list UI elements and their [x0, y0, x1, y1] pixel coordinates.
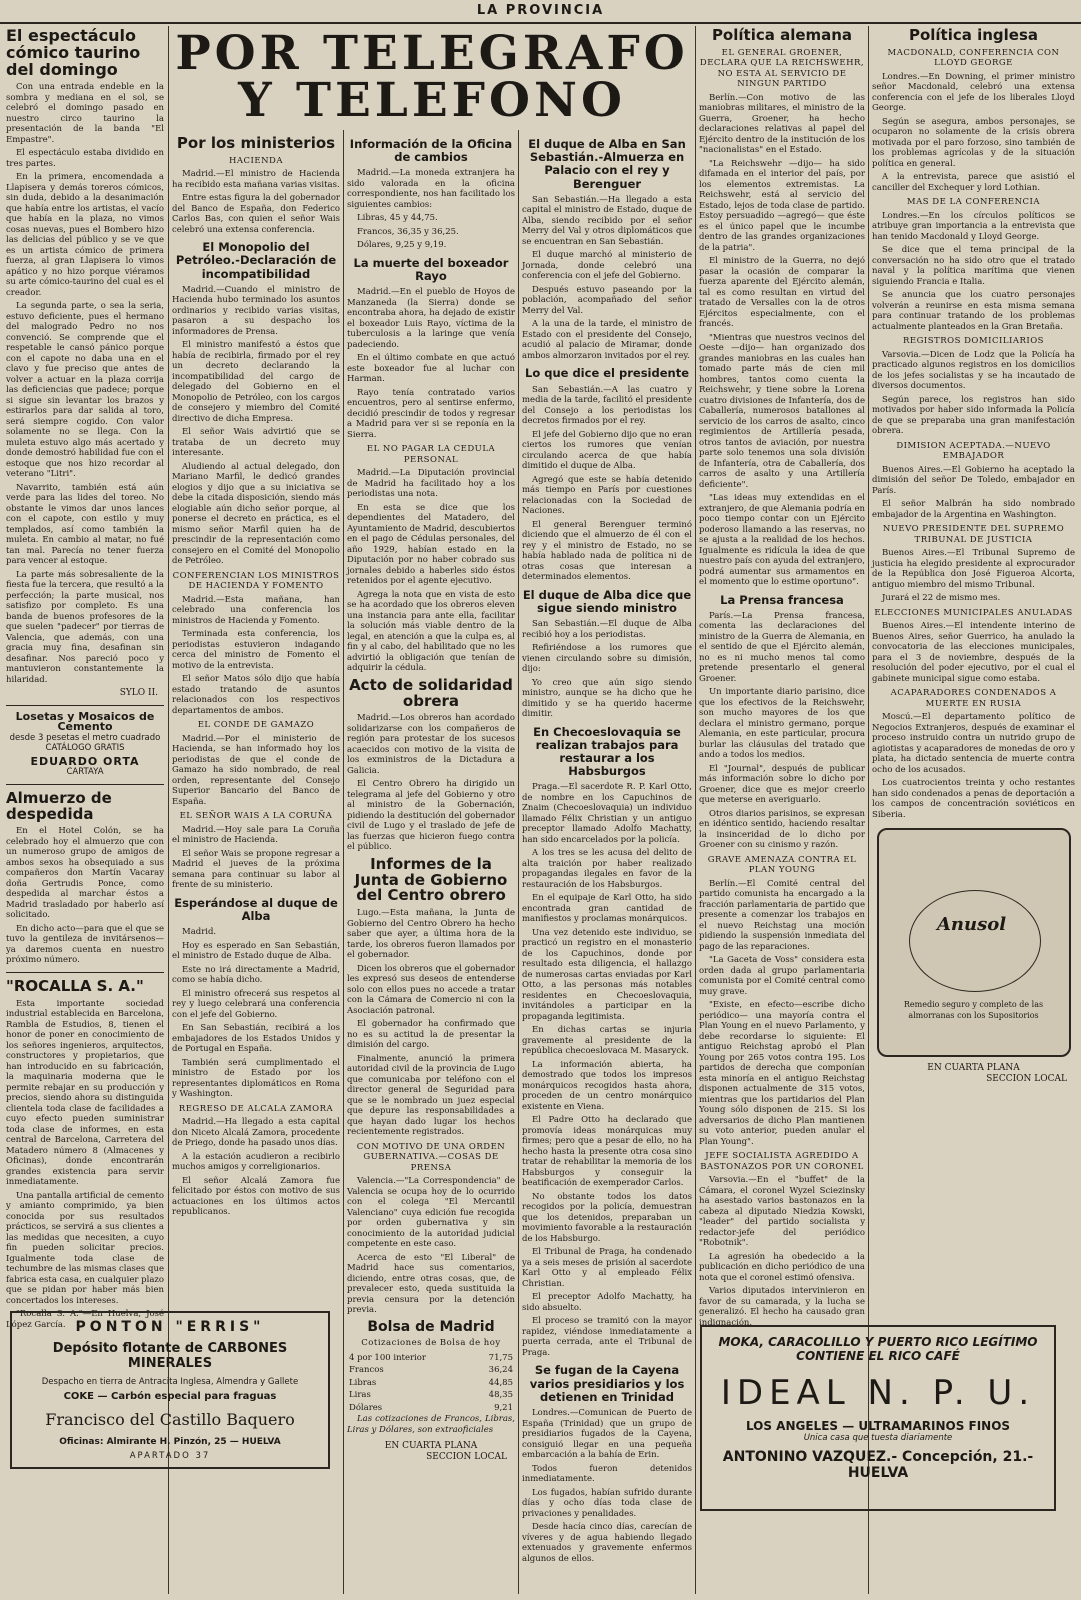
article-paragraph: En San Sebastián, recibirá a los embajadores de los Estados Unidos y de Portugal en España.	[172, 1023, 340, 1055]
article-paragraph: Buenos Aires.—El Gobierno ha aceptado la dimisión del señor De Toledo, embajador en París.	[872, 464, 1075, 496]
article-paragraph: Refiriéndose a los rumores que vienen circulando sobre su dimisión, dijo:	[522, 643, 692, 675]
ad-cafe-line-1: MOKA, CARACOLILLO Y PUERTO RICO LEGÍTIMO	[718, 1335, 1038, 1349]
subhead: JEFE SOCIALISTA AGREDIDO A BASTONAZOS POR UN CORONEL	[700, 1151, 864, 1172]
article-paragraph: Jurará el 22 de mismo mes.	[882, 593, 1001, 604]
ad-cafe-tagline: Unica casa que tuesta diariamente	[803, 1433, 953, 1443]
article-paragraph: Praga.—El sacerdote R. P. Karl Otto, de nombre en los Capuchinos de Znaim (Checoeslovaquia) un individuo llamado Félix Christian y un antiguo preceptor llamado Adolfo Machatty, han sido encarcelados por la policía.	[522, 782, 692, 845]
headline-espectaculo: El espectáculo cómico taurino del domingo	[6, 26, 141, 79]
subhead: Cotizaciones de Bolsa de hoy	[361, 1338, 501, 1349]
article-paragraph: "Las ideas muy extendidas en el extranjero, de que Alemania podría en poco tiempo contar con un Ejército poderoso llamando a las reservas, no se ajusta a la realidad de los hechos. Igualmente es ridícula la idea de que nuestro país con ayuda del extranjero, podrá aumentar sus armamentos en el momento que lo estime oportuno".	[699, 493, 865, 588]
ad-name: EDUARDO ORTA	[30, 754, 140, 768]
article-paragraph: En dicho acto—para que el que se tuvo la gentileza de invitársenos— ya daremos cuenta en nuestro próximo número.	[6, 923, 164, 966]
article-paragraph: Aludiendo al actual delegado, don Mariano Marfil, le dedicó grandes elogios y dijo que a su iniciativa se debe la citada disposición, siendo más elogiable aún dicho señor porque, al ponerse el decreto en práctica, es el mismo señor Marfil quien ha de prescindir de la representación como consejero en el Comité del Monopolio de Petróleo.	[172, 461, 340, 567]
article-paragraph: Esta importante sociedad industrial establecida en Barcelona, Rambla de Estudios, 8, tienen el honor de poner en conocimiento de los señores ingenieros, arquitectos, constructores y propietarios, que han introducido en su fabricación, la maquinaria moderna que le permite rebajar en su producción y precios, siendo ahora su distinguida clientela toda clase de facilidades a cuyo efecto pueden suministrar toda clase de informes, en esta central de Barcelona, Carretera del Matadero número 8 (Almacenes y Oficinas), donde encontrarán grandes existencia para servir inmediatamente.	[6, 998, 164, 1188]
headline-bolsa: Bolsa de Madrid	[367, 1318, 495, 1335]
subhead: MACDONALD, CONFERENCIA CON LLOYD GEORGE	[887, 47, 1060, 69]
headline-prensa-francesa: La Prensa francesa	[720, 592, 844, 607]
table-cell: 48,35	[488, 1390, 513, 1401]
table-row	[347, 1364, 515, 1377]
article-paragraph: En el último combate en que actuó este boxeador fue al luchar con Harman.	[347, 353, 515, 385]
article-paragraph: Madrid.—La moneda extranjera ha sido valorada en la oficina correspondiente, nos han facilitado los siguientes cambios:	[347, 168, 515, 210]
article-paragraph: Madrid.—La Diputación provincial de Madrid ha facilitado hoy a los periodistas una nota.	[347, 468, 515, 500]
headline-rayo: La muerte del boxeador Rayo	[353, 255, 509, 284]
subhead: GRAVE AMENAZA CONTRA EL PLAN YOUNG	[707, 854, 857, 876]
article-paragraph: El señor Wais advirtió que se trataba de un decreto muy interesante.	[172, 427, 340, 459]
article-paragraph: La agresión ha obedecido a la publicación en dicho periódico de una nota que el coronel estimó ofensiva.	[699, 1251, 865, 1283]
subhead: ELECCIONES MUNICIPALES ANULADAS	[874, 607, 1073, 618]
table-row	[347, 1402, 515, 1415]
subhead: CON MOTIVO DE UNA ORDEN GUBERNATIVA.—COSAS DE PRENSA	[356, 1141, 506, 1173]
article-paragraph: En la primera, encomendada a Llapisera y demás toreros cómicos, sin duda, debido a la desanimación que había entre los artistas, el vacío que había en la plaza, no vimos cosas nuevas, pues el Bombero hizo las delicias del público y se ve que es un artista cómico de primera fuerza, al gran Llapisera lo vimos apático y no hizo porque viéramos su arte cómico-taurino del cual es el creador.	[6, 172, 164, 298]
footer-cuarta-plana: EN CUARTA PLANA	[927, 1063, 1020, 1074]
headline-checoeslovaquia: En Checoeslovaquia se realizan trabajos para restaurar a los Habsburgos	[533, 724, 681, 779]
main-title-line-2: Y TELEFONO	[238, 73, 626, 128]
article-paragraph: El duque marchó al ministerio de Jornada, donde celebró una conferencia con el jefe del Gobierno.	[522, 250, 692, 282]
article-paragraph: El general Berenguer terminó diciendo que el almuerzo de él con el rey y el ministro de Estado, no se había hablado nada de política ni de otras cosas que interesan a determinados elementos.	[522, 519, 692, 583]
subhead: EL GENERAL GROENER, DECLARA QUE LA REICHSWEHR, NO ESTA AL SERVICIO DE NINGUN PARTIDO	[699, 47, 865, 90]
table-cell: 44,85	[488, 1377, 513, 1388]
table-row	[347, 1352, 515, 1365]
ad-subtitle: desde 3 pesetas el metro cuadrado	[9, 732, 161, 743]
article-paragraph: "Existe, en efecto—escribe dicho periódico— una mayoría contra el Plan Young en el nuevo Parlamento, y debe recordarse lo siguiente: El antiguo Reichstag aprobó el Plan Young por 265 votos contra 195. Los partidos de derecha que componían esta minoría en el antiguo Reichstag disponen actualmente de 315 votos, mientras que los partidarios del Plan Young sólo disponen de 215. Si los adversarios de dicho Plan mantienen su voto anterior, pueden anular el Plan Young".	[699, 1000, 865, 1147]
article-paragraph: Los cuatrocientos treinta y ocho restantes han sido condenados a penas de deportación a los campos de concentración soviéticos en Siberia.	[872, 778, 1075, 820]
article-paragraph: El señor Alcalá Zamora fue felicitado por éstos con motivo de sus actuaciones en los últimos actos republicanos.	[172, 1175, 340, 1218]
article-paragraph: Los fugados, habían sufrido durante días y ocho días toda clase de privaciones y penalidades.	[522, 1487, 692, 1519]
article-paragraph: A la entrevista, parece que asistió el canciller del Exchequer y lord Lothian.	[872, 172, 1075, 193]
article-paragraph: El Centro Obrero ha dirigido un telegrama al jefe del Gobierno y otro al ministro de la Gobernación, pidiendo la destitución del gobernador civil de Lugo y el traslado de jefe de las fuerzas que hicieron fuego contra el público.	[347, 779, 515, 853]
ad-anusol-oval	[909, 890, 1041, 992]
article-paragraph: Dicen los obreros que el gobernador les expresó sus deseos de entenderse solo con ellos pues no accede a tratar con la Cámara de Comercio ni con la Asociación patronal.	[347, 963, 515, 1016]
article-paragraph: Madrid.—Los obreros han acordado solidarizarse con los compañeros de región para protestar de los sucesos acaecidos con motivo de la visita de los exministros de la Dictadura a Galicia.	[347, 713, 515, 776]
main-title	[172, 26, 692, 128]
column-6	[872, 24, 1075, 1320]
footer-cuarta-plana: EN CUARTA PLANA	[384, 1441, 478, 1452]
article-paragraph: Después estuvo paseando por la población, acompañado del señor Merry del Val.	[522, 284, 692, 316]
headline-alba-sansebastian: El duque de Alba en San Sebastián.-Almuerza en Palacio con el rey y Berenguer	[528, 137, 686, 191]
ad-cafe-owner: ANTONINO VAZQUEZ.- Concepción, 21.-HUELVA	[722, 1449, 1034, 1481]
article-paragraph: Berlín.—Con motivo de las maniobras militares, el ministro de la Guerra, Groener, ha hecho declaraciones relativas al papel del Ejército dentro de la institución de los "nacionalistas" en el Estado.	[699, 92, 865, 156]
ad-ponton-title: PONTON "ERRIS"	[75, 1319, 265, 1335]
article-paragraph: San Sebastián.—El duque de Alba recibió hoy a los periodistas.	[522, 619, 692, 640]
main-title-line-1: POR TELEGRAFO	[175, 26, 689, 81]
divider	[6, 972, 164, 973]
article-paragraph: Una vez detenido este individuo, se practicó un registro en el monasterio de los Capuchinos, donde por resultado esta diligencia, el hallazgo de numerosas cartas enviadas por Karl Otto, a las personas más notables residentes en Checoeslovaquia, invitándoles a participar en la propaganda legitimista.	[522, 927, 692, 1022]
column-rule	[695, 26, 696, 1594]
article-paragraph: El "Journal", después de publicar más información sobre lo dicho por Groener, dice que es mejor creerlo que meterse en averiguarlo.	[699, 763, 865, 806]
article-paragraph: En el equipaje de Karl Otto, ha sido encontrada gran cantidad de manifiestos y proclamas monárquicos.	[522, 893, 692, 925]
article-paragraph: Terminada esta conferencia, los periodistas estuvieron indagando cerca del ministro de Fomento el motivo de la entrevista.	[172, 629, 340, 671]
article-paragraph: Moscú.—El departamento político de Negocios Extranjeros, después de examinar el proceso instruido contra un nutrido grupo de agiotistas y acaparadores de monedas de oro y plata, ha dictado sentencia de muerte contra ocho de los acusados.	[872, 712, 1075, 775]
column-4	[522, 132, 692, 1594]
column-2	[172, 132, 340, 1292]
article-paragraph: El señor Wais se propone regresar a Madrid el jueves de la próxima semana para continuar su labor al frente de su ministerio.	[172, 848, 340, 891]
article-paragraph: Agrega la nota que en vista de esto se ha acordado que los obreros eleven una instancia para ante ella, facilitar la solución más viable dentro de la legal, en atención a que la culpa es, al fin y al cabo, del habilitado que no les advirtió la obligación que tenían de adquirir la cédula.	[347, 589, 515, 674]
column-rule	[518, 130, 519, 1594]
headline-monopolio: El Monopolio del Petróleo.-Declaración de incompatibilidad	[175, 240, 337, 281]
article-paragraph: Agregó que este se había detenido más tiempo en París por cuestiones relacionadas con la Sociedad de Naciones.	[522, 474, 692, 517]
ad-cafe-ideal	[700, 1325, 1056, 1511]
article-paragraph: Según parece, los registros han sido motivados por haber sido informada la Policía de que se preparaba una gran manifestación obrera.	[872, 394, 1075, 437]
ad-title: Losetas y Mosaicos de Cemento	[15, 709, 155, 734]
article-paragraph: La parte más sobresaliente de la fiesta fue la tercera, que resultó a la perfección; la parte musical, nos satisfizo por completo. Es una banda de buenos profesores de la que suelen "padecer" por tierras de Valencia, que además, con una gracia muy fina, desafinan sin desafinar. Nos pareció poco y mantuvieron constantemente la hilaridad.	[6, 569, 164, 685]
table-cell: 36,24	[488, 1365, 513, 1376]
article-paragraph: El Tribunal de Praga, ha condenado ya a seis meses de prisión al sacerdote Karl Otto y al empleado Félix Christian.	[522, 1247, 692, 1289]
ad-losetas	[6, 709, 164, 778]
ad-ponton-apartado: APARTADO 37	[129, 1451, 211, 1461]
ad-place: CARTAYA	[66, 767, 104, 778]
ad-anusol	[877, 828, 1071, 1057]
article-paragraph: A la estación acudieron a recibirlo muchos amigos y correligionarios.	[172, 1151, 340, 1173]
article-paragraph: Madrid.—Ha llegado a esta capital don Niceto Alcalá Zamora, procedente de Priego, donde ha pasado unos días.	[172, 1117, 340, 1149]
table-cell: Liras	[349, 1390, 371, 1401]
article-paragraph: Un importante diario parisino, dice que los efectivos de la Reichswehr, son mucho mayores de los que declara el ministro germano, porque Alemania, en este particular, procura burlar las cláusulas del tratado que ando a todos los medios.	[699, 687, 865, 761]
article-paragraph: Varsovia.—Dicen de Lodz que la Policía ha practicado algunos registros en los domicilios de los jefes socialistas y se ha incautado de diversos documentos.	[872, 349, 1075, 392]
ad-ponton-owner: Francisco del Castillo Baquero	[45, 1410, 295, 1429]
article-paragraph: El Padre Otto ha declarado que promovía ideas monárquicas muy firmes; pero que a pesar de ello, no ha hecho hasta la presente otra cosa sino tratar de rehabilitar la memoria de los Habsburgos y conseguir la beatificación de exemperador Carlos.	[522, 1115, 692, 1189]
article-paragraph: Londres.—En Downing, el primer ministro señor Macdonald, celebró una extensa conferencia con el jefe de los liberales Lloyd George.	[872, 71, 1075, 114]
article-paragraph: Hoy es esperado en San Sebastián, el ministro de Estado duque de Alba.	[172, 940, 340, 962]
subhead: EL CONDE DE GAMAZO	[197, 720, 315, 731]
article-paragraph: También será cumplimentado el ministro de Estado por los representantes diplomáticos en Roma y Washington.	[172, 1057, 340, 1100]
ad-ponton-coke: COKE — Carbón especial para fraguas	[63, 1391, 277, 1402]
article-paragraph: Madrid.—El ministro de Hacienda ha recibido esta mañana varias visitas.	[172, 169, 340, 190]
article-paragraph: París.—La Prensa francesa, comenta las declaraciones del ministro de la Guerra de Alemania, en el sentido de que el Ejército alemán, no es ni mucho menos tal como pretende presentarlo el general Groener.	[699, 610, 865, 684]
article-paragraph: La segunda parte, o sea la seria, estuvo deficiente, pues el hermano del malogrado Pedro no nos convenció. Se comprende que el respetable le cansó pánico porque con el capote no daba una en el clavo y fue preciso que antes de volver a actuar en la plaza corrija las deficiencias que padece; porque si sigue sin levantar los brazos y estirarlos para dar salida al toro, será siempre cogido. Con valor solamente no se llega. Con la muleta estuvo algo más acertado y donde demostró habilidad fue con el estoque que nos hizo recordar al veterano "Litri".	[6, 301, 164, 480]
headline-ministerios: Por los ministerios	[176, 134, 336, 152]
article-paragraph: "Rocalla S. A."—En Huelva, José López García.	[6, 1309, 164, 1330]
headline-politica-alemana: Política alemana	[711, 26, 853, 44]
article-paragraph: Este no irá directamente a Madrid, como se había dicho.	[172, 964, 340, 986]
column-rule	[343, 130, 344, 1594]
article-paragraph: Navarrito, también está aún verde para las lides del toreo. No obstante le vimos dar unos lances con el capote, con estilo y muy templados, así como también la muleta. En cambio al matar, no fué tan mal. Parecía no tener fuerza para vencer al estoque.	[6, 482, 164, 567]
article-paragraph: El proceso se tramitó con la mayor rapidez, viéndose inmediatamente a puerta cerrada, ante el Tribunal de Praga.	[522, 1316, 692, 1358]
article-paragraph: Madrid.—Esta mañana, han celebrado una conferencia los ministros de Hacienda y Fomento.	[172, 594, 340, 626]
headline-alba-espera: Esperándose al duque de Alba	[174, 895, 338, 924]
headline-almuerzo: Almuerzo de despedida	[6, 788, 112, 823]
article-paragraph: Berlín.—El Comité central del partido comunista ha encargado a la fracción parlamentaria de partido que presente a comenzar los trabajos en el nuevo Reichstag una moción pidiendo la suspensión inmediata del pago de las reparaciones.	[699, 878, 865, 952]
subhead: HACIENDA	[228, 155, 283, 166]
article-paragraph: A los tres se les acusa del delito de alta traición por haber realizado propagandas ilegales en favor de la restauración de los Habsburgos.	[522, 848, 692, 890]
headline-cayena: Se fugan de la Cayena varios presidiarios y los detienen en Trinidad	[529, 1363, 685, 1404]
article-paragraph: A la una de la tarde, el ministro de Estado con el presidente del Consejo, acudió al palacio de Miramar, donde ambos almorzaron invitados por el rey.	[522, 319, 692, 361]
signature: SYLO II.	[119, 688, 158, 699]
article-paragraph: Madrid.—Por el ministerio de Hacienda, se han informado hoy los periodistas de que el conde de Gamazo ha sido nombrado, de real orden, representante del Consejo Superior Bancario del Banco de España.	[172, 733, 340, 807]
article-paragraph: El espectáculo estaba dividido en tres partes.	[6, 148, 164, 169]
article-paragraph: Otros diarios parisinos, se expresan en idéntico sentido, haciendo resaltar la insinceridad de lo dicho por Groener con su cinismo y razón.	[699, 808, 865, 851]
article-paragraph: El ministro manifestó a éstos que había de recibirla, firmado por el rey un decreto declarando la incompatibilidad del cargo de delegado del Gobierno en el Monopolio de Petróleo, con los cargos de consejero y miembro del Comité directivo de dicha Empresa.	[172, 340, 340, 424]
article-paragraph: Desde hacía cinco días, carecían de víveres y de agua habiendo llegado extenuados y gravemente enfermos algunos de ellos.	[522, 1522, 692, 1564]
article-paragraph: Madrid.—Hoy sale para La Coruña el ministro de Hacienda.	[172, 824, 340, 846]
divider	[6, 784, 164, 785]
subhead: DIMISION ACEPTADA.—NUEVO EMBAJADOR	[896, 440, 1051, 462]
article-paragraph: Londres.—En los círculos políticos se atribuye gran importancia a la entrevista que han tenido Macdonald y Lloyd George.	[872, 210, 1075, 242]
article-paragraph: "Mientras que nuestros vecinos del Oeste —dijo— han organizado dos grandes maniobras en las cuales han tomado parte más de cien mil hombres, tantos como cuenta la Reichswehr, y tiene sobre la Lorena cuatro divisiones de Infantería, dos de Caballería, numerosos batallones al servicio de los carros de asalto, cinco regimientos de Artillería pesada, otros tantos de aviación, por nuestra parte solo tenemos una sola división de Infantería, otra de Caballería, dos carros de asalto y una Artillería deficiente".	[699, 332, 865, 490]
article-paragraph: San Sebastián.—A las cuatro y media de la tarde, facilitó el presidente del Consejo a los periodistas los decretos firmados por el rey.	[522, 384, 692, 427]
article-paragraph: El señor Matos sólo dijo que había estado tratando de asuntos relacionados con los respectivos departamentos de ambos.	[172, 674, 340, 716]
bolsa-table	[347, 1352, 515, 1415]
article-paragraph: Yo creo que aún sigo siendo ministro, aunque se ha dicho que he dimitido y se ha querido hacerme dimitir.	[522, 677, 692, 720]
article-paragraph: En el Hotel Colón, se ha celebrado hoy el almuerzo que con un numeroso grupo de amigos de ambos sexos ha obsequiado a sus compañeros don Martín Vacaray doña Gertrudis Ponce, como despedida al marchar éstos a Madrid trasladado por haberlo así solicitado.	[6, 826, 164, 921]
article-paragraph: Buenos Aires.—El Tribunal Supremo de justicia ha elegido presidente al exprocurador de la República don José Figueroa Alcorta, antiguo miembro del mismo Tribunal.	[872, 548, 1075, 590]
ad-ponton-address: Oficinas: Almirante H. Pinzón, 25 — HUELVA	[59, 1437, 281, 1447]
article-paragraph: Francos, 36,35 y 36,25.	[357, 226, 459, 237]
article-paragraph: Madrid.	[182, 927, 217, 938]
ad-ponton-deposit: Depósito flotante de CARBONES MINERALES	[52, 1341, 288, 1371]
ad-cafe-brand: IDEAL N. P. U.	[720, 1373, 1036, 1413]
subhead: ACAPARADORES CONDENADOS A MUERTE EN RUSIA	[890, 688, 1057, 709]
headline-sigue-ministro: El duque de Alba dice que sigue siendo ministro	[522, 587, 692, 615]
article-paragraph: El gobernador ha confirmado que no es su actitud la de presentar la dimisión del cargo.	[347, 1019, 515, 1051]
article-paragraph: El ministro ofrecerá sus respetos al rey y luego celebrará una conferencia con el jefe del Gobierno.	[172, 988, 340, 1020]
headline-presidente: Lo que dice el presidente	[525, 366, 689, 381]
table-cell: Francos	[349, 1365, 384, 1376]
article-paragraph: Se dice que el tema principal de la conversación no ha sido otro que el tratado naval y la política marítima que vienen siguiendo Francia e Italia.	[872, 245, 1075, 287]
subhead: REGISTROS DOMICILIARIOS	[902, 336, 1045, 347]
article-paragraph: Lugo.—Esta mañana, la Junta de Gobierno del Centro Obrero ha hecho saber que ayer, a última hora de la tarde, los obreros fueron llamados por el gobernador.	[347, 908, 515, 961]
table-cell: 4 por 100 interior	[349, 1352, 426, 1363]
ad-ponton-despacho: Despacho en tierra de Antracita Inglesa, Almendra y Gallete	[41, 1377, 299, 1387]
ad-anusol-text: Remedio seguro y completo de las almorranas con los Supositorios	[903, 1000, 1044, 1020]
article-paragraph: El jefe del Gobierno dijo que no eran ciertos los rumores que venían circulando acerca de que había dimitido el duque de Alba.	[522, 429, 692, 472]
ad-cafe-store: LOS ANGELES — ULTRAMARINOS FINOS	[745, 1419, 1011, 1433]
table-cell: 71,75	[488, 1352, 513, 1363]
article-paragraph: Con una entrada endeble en la sombra y mediana en el sol, se celebró el domingo pasado en nuestro circo taurino la presentación de la banda "El Empastre".	[6, 82, 164, 145]
ad-cafe-line-2: CONTIENE EL RICO CAFÉ	[796, 1349, 960, 1363]
bolsa-note: Las cotizaciones de Francos, Libras, Liras y Dólares, son extraoficiales	[347, 1414, 515, 1435]
article-paragraph: Libras, 45 y 44,75.	[357, 213, 438, 224]
column-5	[699, 24, 865, 1328]
ad-catalog: CATÁLOGO GRATIS	[45, 743, 125, 754]
article-paragraph: Según se asegura, ambos personajes, se ocuparon no solamente de la crisis obrera motivada por el paro forzoso, sino también de los problemas agrícolas y de la situación política en general.	[872, 116, 1075, 169]
article-paragraph: "La Reichswehr —dijo— ha sido difamada en el interior del país, por los elementos extremistas. La Reichswehr, está al servicio del Estado, lejos de toda clase de partido. Estoy persuadido —agregó— que éste es el único papel que le incumbe dentro de las grandes organizaciones de la patria".	[699, 158, 865, 253]
article-paragraph: Todos fueron detenidos inmediatamente.	[522, 1463, 692, 1485]
headline-informes: Informes de la Junta de Gobierno del Centro obrero	[354, 854, 508, 905]
table-cell: 9,21	[494, 1402, 513, 1413]
article-paragraph: Se anuncia que los cuatro personajes volverán a reunirse en esta misma semana para continuar tratando de los problemas actualmente planteados en la Gran Bretaña.	[872, 290, 1075, 332]
article-paragraph: San Sebastián.—Ha llegado a esta capital el ministro de Estado, duque de Alba, siendo recibido por el señor Merry del Val y otros diplomáticos que se encuentran en San Sebastián.	[522, 194, 692, 247]
article-paragraph: Buenos Aires.—El intendente interino de Buenos Aires, señor Guerrico, ha anulado la convocatoria de las elecciones municipales, para el 3 de noviembre, después de la resolución del poder ejecutivo, por el cual el gabinete municipal sigue como estaba.	[872, 621, 1075, 684]
headline-rocalla: "ROCALLA S. A."	[6, 976, 144, 995]
article-paragraph: No obstante todos los datos recogidos por la policía, demuestran que los detenidos, preparaban un movimiento favorable a la restauración de los Habsburgo.	[522, 1191, 692, 1244]
article-paragraph: Madrid.—Cuando el ministro de Hacienda hubo terminado los asuntos ordinarios y recibido varias visitas, pasaron a su despacho los informadores de Prensa.	[172, 284, 340, 337]
table-row	[347, 1377, 515, 1390]
subhead: MAS DE LA CONFERENCIA	[906, 197, 1041, 208]
article-paragraph: El preceptor Adolfo Machatty, ha sido absuelto.	[522, 1292, 692, 1313]
table-row	[347, 1389, 515, 1402]
article-paragraph: Finalmente, anunció la primera autoridad civil de la provincia de Lugo que comunicaba por teléfono con el director general de Seguridad para que se le nombrado un juez especial que depure las responsabilidades a que hayan dado lugar los hechos recientemente registrados.	[347, 1053, 515, 1138]
article-paragraph: En esta se dice que los dependientes del Matadero, del Ayuntamiento de Madrid, descubiertos en el pago de Cédulas personales, del año 1929, habían estado en la Diputación por no haber cobrado sus jornales debido a haberles sido éstos retenidos por el agente ejecutivo.	[347, 502, 515, 587]
article-paragraph: Dólares, 9,25 y 9,19.	[357, 240, 447, 251]
subhead: EL NO PAGAR LA CEDULA PERSONAL	[366, 444, 496, 465]
column-3	[347, 132, 515, 1594]
table-cell: Dólares	[349, 1402, 383, 1413]
article-paragraph: Madrid.—En el pueblo de Hoyos de Manzaneda (la Sierra) donde se encontraba ahora, ha dejado de existir el boxeador Luis Rayo, víctima de la tuberculosis a la laringe que venía padeciendo.	[347, 287, 515, 350]
footer-seccion-local: SECCION LOCAL	[986, 1073, 1067, 1084]
article-paragraph: En dichas cartas se injuria gravemente al presidente de la república checoeslovaca M. Masaryck.	[522, 1025, 692, 1057]
article-paragraph: Entre estas figura la del gobernador del Banco de España, don Federico Carlos Bas, con quien el señor Wais celebró una extensa conferencia.	[172, 193, 340, 235]
ad-ponton-wrapper	[6, 1305, 334, 1475]
ad-anusol-brand: Anusol	[936, 914, 1007, 936]
ad-ponton	[10, 1311, 330, 1469]
headline-solidaridad: Acto de solidaridad obrera	[349, 675, 513, 710]
article-paragraph: El ministro de la Guerra, no dejó pasar la ocasión de comparar la fuerza aparente del Ejército alemán, tal es como resultan en virtud del tratado de Versalles con la de otros Ejércitos especialmente, con el francés.	[699, 256, 865, 330]
subhead: NUEVO PRESIDENTE DEL SUPREMO TRIBUNAL DE JUSTICIA	[882, 524, 1065, 545]
article-paragraph: Varios diputados intervinieron en favor de su camarada, y la lucha se generalizó. El hecho ha causado gran indignación.	[699, 1286, 865, 1328]
table-cell: Libras	[349, 1377, 377, 1388]
article-paragraph: "La Gaceta de Voss" considera esta orden dada al grupo parlamentaria comunista por el Comité central como muy grave.	[699, 955, 865, 997]
article-paragraph: Valencia.—"La Correspondencia" de Valencia se ocupa hoy de lo ocurrido con el colega "El Mercantil Valenciano" cuya edición fue recogida por orden gubernativa y sin conocimiento de la autoridad judicial competente en este caso.	[347, 1176, 515, 1250]
article-paragraph: Varsovia.—En el "buffet" de la Cámara, el coronel Wyzel Sciezinsky ha asestado varios bastonazos en la cabeza al diputado Niedzia Kowski, "leader" del partido socialista y redactor-jefe del periódico "Robotnik".	[699, 1175, 865, 1249]
footer-seccion-local: SECCION LOCAL	[426, 1451, 507, 1462]
article-paragraph: Acerca de esto "El Liberal" de Madrid hace sus comentarios, diciendo, entre otras cosas, que, de prevalecer esto, queda sustituida la previa censura por la detención previa.	[347, 1252, 515, 1316]
subhead: EL SEÑOR WAIS A LA CORUÑA	[179, 811, 333, 822]
article-paragraph: Rayo tenía contratado varios encuentros, pero al sentirse enfermo, decidió prescindir de todos y regresar a Madrid para ver si se reponía en la Sierra.	[347, 387, 515, 440]
article-paragraph: Una pantalla artificial de cemento y amianto comprimido, ya bien conocida por sus resultados prácticos, se servirá a sus clientes a las medidas que necesiten, a cuyo fin pueden solicitar precios. Igualmente toda clase de techumbre de las mismas clases que fabrica esta casa, en cualquier plazo que se pidan por haber más bien concertados los intereses.	[6, 1190, 164, 1306]
headline-politica-inglesa: Política inglesa	[908, 26, 1039, 44]
subhead: CONFERENCIAN LOS MINISTROS DE HACIENDA Y FOMENTO	[172, 570, 340, 592]
subhead: REGRESO DE ALCALA ZAMORA	[178, 1103, 334, 1114]
article-paragraph: El señor Malbrán ha sido nombrado embajador de la Argentina en Washington.	[872, 499, 1075, 520]
article-paragraph: La información abierta, ha demostrado que todos los impresos monárquicos recogidos hasta ahora, proceden de un centro monárquico existente en Viena.	[522, 1059, 692, 1112]
article-paragraph: Londres.—Comunican de Puerto de España (Trinidad) que un grupo de presidiarios fugados de la Cayena, consiguió llegar en una pequeña embarcación a la bahía de Erin.	[522, 1408, 692, 1461]
divider	[6, 705, 164, 706]
headline-cambios: Información de la Oficina de cambios	[349, 137, 513, 165]
masthead: LA PROVINCIA	[0, 0, 1081, 24]
